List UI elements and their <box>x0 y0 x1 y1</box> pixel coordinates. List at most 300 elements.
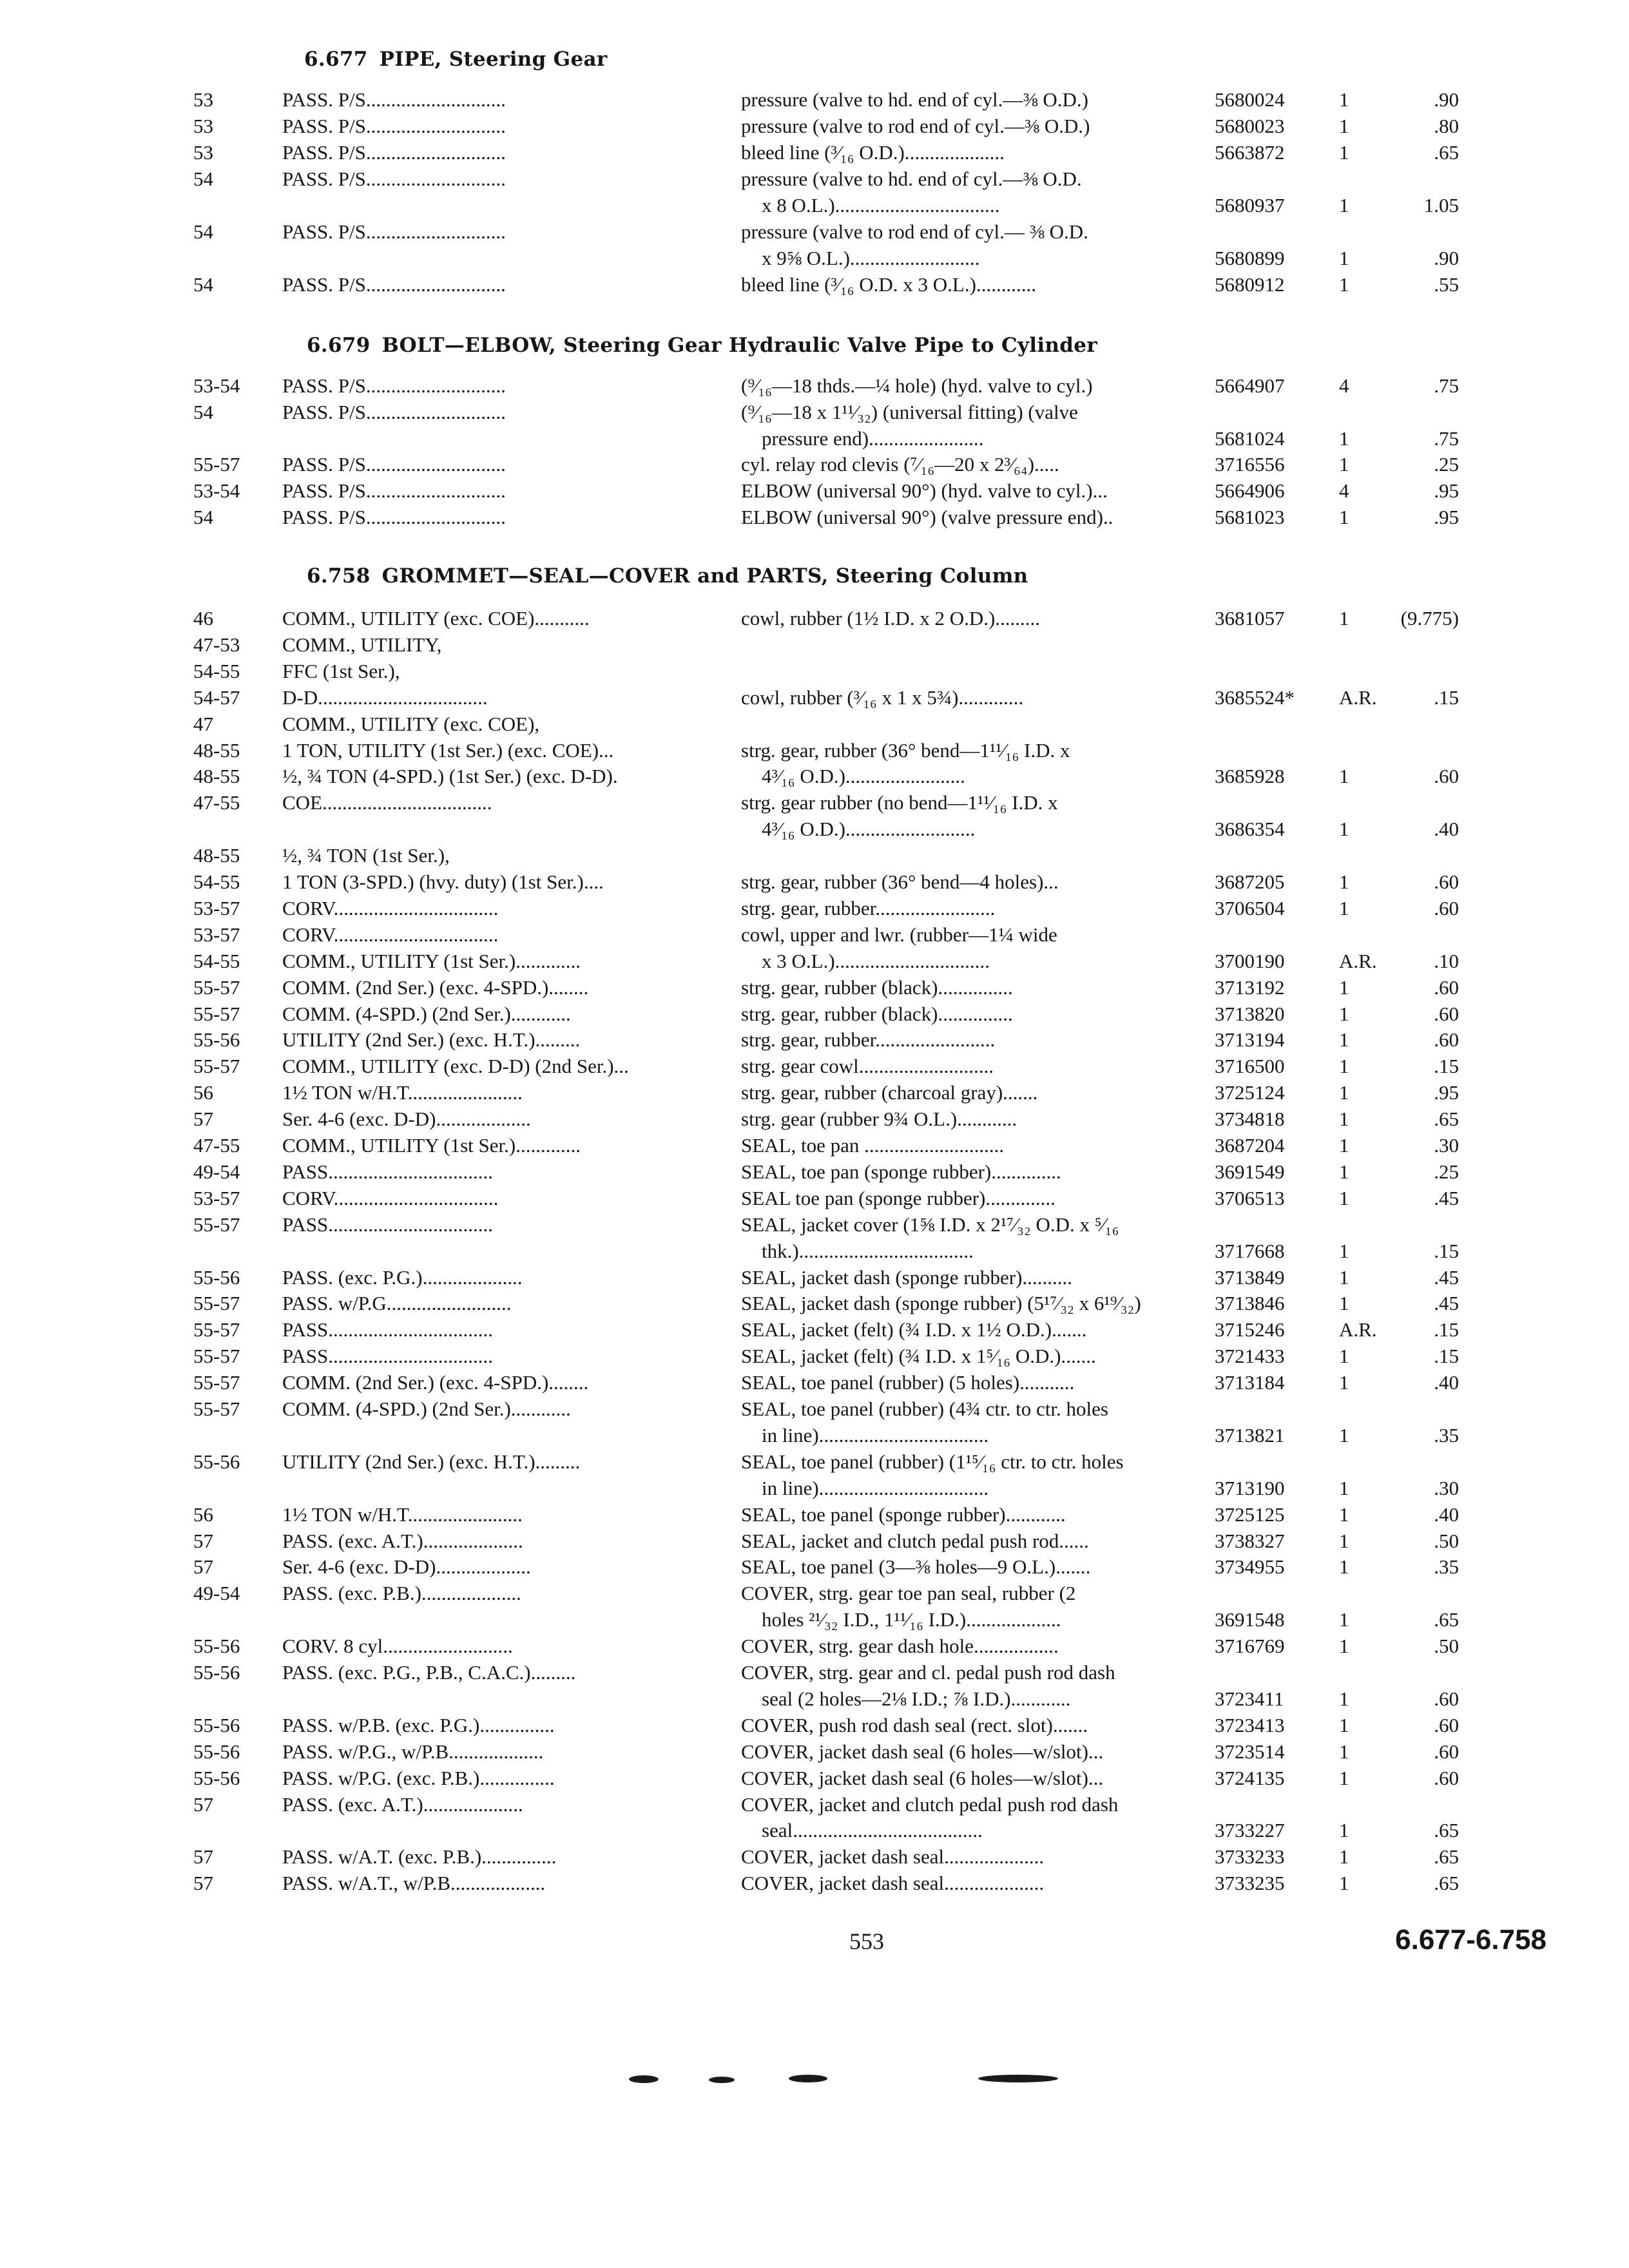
catalog-line <box>0 1316 1629 1343</box>
catalog-line <box>0 1738 1629 1765</box>
model-application: 1½ TON w/H.T....................... <box>282 1503 523 1526</box>
year-range: 55-57 <box>193 1213 240 1236</box>
catalog-line <box>0 1079 1629 1106</box>
catalog-line <box>0 737 1629 764</box>
part-description: cowl, rubber (³⁄₁₆ x 1 x 5¾)............. <box>741 686 1024 709</box>
part-description: SEAL, jacket (felt) (¾ I.D. x 1½ O.D.)....... <box>741 1318 1087 1341</box>
model-application: COMM., UTILITY (1st Ser.)............. <box>282 949 581 972</box>
catalog-line <box>0 1211 1629 1238</box>
year-range: 55-57 <box>193 1371 240 1394</box>
part-number: 3685928 <box>1215 765 1285 788</box>
section-heading <box>307 334 1097 357</box>
catalog-line <box>0 1001 1629 1027</box>
part-number: 3713849 <box>1215 1265 1285 1289</box>
part-number: 3713184 <box>1215 1371 1285 1394</box>
year-range: 53 <box>193 88 213 111</box>
year-range: 57 <box>193 1108 213 1131</box>
catalog-line <box>0 425 1629 452</box>
catalog-line <box>0 605 1629 631</box>
catalog-line <box>0 842 1629 869</box>
year-range: 55-57 <box>193 1055 240 1078</box>
catalog-line <box>0 245 1629 271</box>
part-description: strg. gear, rubber (charcoal gray)....... <box>741 1081 1038 1104</box>
price: .15 <box>1434 1055 1459 1078</box>
price: .60 <box>1434 1766 1459 1789</box>
model-application: PASS. (exc. P.B.).................... <box>282 1582 521 1605</box>
part-description: SEAL, jacket cover (1⅝ I.D. x 2¹⁷⁄₃₂ O.D. x ⁵⁄₁₆ <box>741 1213 1119 1236</box>
part-number: 5680024 <box>1215 88 1285 111</box>
quantity: 1 <box>1339 1292 1349 1315</box>
part-description: x 3 O.L.)............................... <box>762 949 990 972</box>
quantity: A.R. <box>1339 949 1377 972</box>
part-description: strg. gear, rubber (36° bend—1¹¹⁄₁₆ I.D. x <box>741 738 1070 762</box>
price: .45 <box>1434 1186 1459 1209</box>
model-application: COE.................................. <box>282 791 492 814</box>
catalog-line <box>0 1053 1629 1079</box>
catalog-line <box>0 1765 1629 1791</box>
part-description: in line).................................. <box>762 1423 989 1446</box>
year-range: 49-54 <box>193 1160 240 1183</box>
quantity: 1 <box>1339 1081 1349 1104</box>
part-number: 3738327 <box>1215 1529 1285 1552</box>
part-description: (⁹⁄₁₆—18 x 1¹¹⁄₃₂) (universal fitting) (valve <box>741 400 1078 423</box>
part-number: 3700190 <box>1215 949 1285 972</box>
catalog-line <box>0 451 1629 477</box>
part-description: strg. gear cowl........................... <box>741 1055 994 1078</box>
year-range: 55-56 <box>193 1713 240 1736</box>
quantity: 1 <box>1339 818 1349 841</box>
catalog-line <box>0 166 1629 192</box>
part-number: 3716769 <box>1215 1635 1285 1658</box>
year-range: 48-55 <box>193 765 240 788</box>
model-application: PASS. P/S............................ <box>282 453 506 476</box>
price: .60 <box>1434 870 1459 893</box>
year-range: 53-57 <box>193 923 240 946</box>
catalog-line <box>0 1422 1629 1448</box>
part-description: COVER, strg. gear dash hole................. <box>741 1635 1059 1658</box>
page-number: 553 <box>849 1928 884 1954</box>
quantity: A.R. <box>1339 1318 1377 1341</box>
quantity: 1 <box>1339 1028 1349 1052</box>
catalog-line <box>0 974 1629 1001</box>
part-description: cyl. relay rod clevis (⁷⁄₁₆—20 x 2³⁄₆₄)..... <box>741 453 1059 476</box>
part-number: 5664907 <box>1215 374 1285 397</box>
catalog-line <box>0 372 1629 399</box>
part-description: COVER, jacket dash seal (6 holes—w/slot)... <box>741 1766 1104 1789</box>
quantity: 1 <box>1339 141 1349 164</box>
price: .15 <box>1434 1345 1459 1368</box>
quantity: 1 <box>1339 1819 1349 1842</box>
price: .40 <box>1434 818 1459 841</box>
year-range: 57 <box>193 1792 213 1816</box>
catalog-line <box>0 86 1629 113</box>
part-number: 5681024 <box>1215 427 1285 450</box>
price: .90 <box>1434 247 1459 269</box>
catalog-line <box>0 1343 1629 1369</box>
part-number: 3713190 <box>1215 1476 1285 1499</box>
catalog-line <box>0 1158 1629 1185</box>
part-description: x 8 O.L.)................................. <box>762 194 1000 216</box>
part-description: cowl, upper and lwr. (rubber—1¼ wide <box>741 923 1057 946</box>
part-description: SEAL, toe panel (rubber) (1¹⁵⁄₁₆ ctr. to ctr. holes <box>741 1450 1124 1473</box>
model-application: Ser. 4-6 (exc. D-D)................... <box>282 1108 531 1131</box>
quantity: 1 <box>1339 1740 1349 1763</box>
price: .60 <box>1434 896 1459 919</box>
model-application: FFC (1st Ser.), <box>282 659 400 682</box>
catalog-line <box>0 271 1629 298</box>
part-description: in line).................................. <box>762 1476 989 1499</box>
price: .60 <box>1434 1740 1459 1763</box>
year-range: 54 <box>193 400 213 423</box>
part-number: 3723413 <box>1215 1713 1285 1736</box>
model-application: CORV................................. <box>282 1186 499 1209</box>
part-number: 5681023 <box>1215 506 1285 528</box>
model-application: 1½ TON w/H.T....................... <box>282 1081 523 1104</box>
price: .95 <box>1434 1081 1459 1104</box>
part-number: 3724135 <box>1215 1766 1285 1789</box>
catalog-line <box>0 1132 1629 1158</box>
part-number: 5680899 <box>1215 247 1285 269</box>
part-number: 3725125 <box>1215 1503 1285 1526</box>
price: .15 <box>1434 686 1459 709</box>
year-range: 53-57 <box>193 896 240 919</box>
year-range: 53-54 <box>193 374 240 397</box>
model-application: COMM. (4-SPD.) (2nd Ser.)............ <box>282 1398 571 1420</box>
year-range: 55-57 <box>193 1292 240 1315</box>
year-range: 57 <box>193 1529 213 1552</box>
catalog-line <box>0 139 1629 166</box>
catalog-line <box>0 658 1629 684</box>
catalog-line <box>0 921 1629 948</box>
catalog-line <box>0 1791 1629 1818</box>
part-description: pressure (valve to hd. end of cyl.—⅜ O.D.) <box>741 88 1088 111</box>
section-title: BOLT—ELBOW, Steering Gear Hydraulic Valve Pipe to Cylinder <box>381 334 1097 357</box>
catalog-line <box>0 1501 1629 1528</box>
part-description: strg. gear, rubber........................ <box>741 1028 996 1052</box>
year-range: 54-55 <box>193 659 240 682</box>
part-number: 3691548 <box>1215 1608 1285 1631</box>
part-description: bleed line (³⁄₁₆ O.D. x 3 O.L.)............ <box>741 273 1036 296</box>
part-number: 3713820 <box>1215 1002 1285 1025</box>
price: .25 <box>1434 1160 1459 1183</box>
model-application: COMM. (2nd Ser.) (exc. 4-SPD.)........ <box>282 1371 589 1394</box>
quantity: 1 <box>1339 1423 1349 1446</box>
model-application: ½, ¾ TON (1st Ser.), <box>282 844 450 867</box>
quantity: 1 <box>1339 975 1349 999</box>
model-application: COMM. (4-SPD.) (2nd Ser.)............ <box>282 1002 571 1025</box>
year-range: 55-57 <box>193 1318 240 1341</box>
year-range: 55-56 <box>193 1766 240 1789</box>
catalog-line <box>0 113 1629 139</box>
catalog-line <box>0 711 1629 737</box>
year-range: 55-56 <box>193 1635 240 1658</box>
price: .40 <box>1434 1371 1459 1394</box>
part-number: 3686354 <box>1215 818 1285 841</box>
price: .80 <box>1434 115 1459 137</box>
part-number: 3717668 <box>1215 1239 1285 1262</box>
section-number: 6.758 <box>307 564 371 588</box>
part-description: ELBOW (universal 90°) (hyd. valve to cyl.)... <box>741 479 1108 503</box>
price: .55 <box>1434 273 1459 296</box>
year-range: 55-56 <box>193 1028 240 1052</box>
part-description: seal (2 holes—2⅛ I.D.; ⅞ I.D.)............ <box>762 1687 1071 1710</box>
model-application: COMM., UTILITY (1st Ser.)............. <box>282 1134 581 1157</box>
price: .65 <box>1434 141 1459 164</box>
part-number: 3723411 <box>1215 1687 1284 1710</box>
year-range: 55-57 <box>193 975 240 999</box>
year-range: 55-57 <box>193 1002 240 1025</box>
part-number: 5663872 <box>1215 141 1285 164</box>
quantity: 1 <box>1339 115 1349 137</box>
part-number: 5680937 <box>1215 194 1285 216</box>
model-application: ½, ¾ TON (4-SPD.) (1st Ser.) (exc. D-D). <box>282 765 618 788</box>
catalog-line <box>0 218 1629 245</box>
year-range: 53-57 <box>193 1186 240 1209</box>
model-application: PASS. P/S............................ <box>282 400 506 423</box>
part-number: 5680912 <box>1215 273 1285 296</box>
quantity: 1 <box>1339 506 1349 528</box>
model-application: UTILITY (2nd Ser.) (exc. H.T.)......... <box>282 1450 581 1473</box>
catalog-line <box>0 789 1629 816</box>
price: .60 <box>1434 1028 1459 1052</box>
part-description: COVER, push rod dash seal (rect. slot)....... <box>741 1713 1088 1736</box>
catalog-line <box>0 192 1629 218</box>
part-description: seal...................................... <box>762 1819 983 1842</box>
catalog-line <box>0 631 1629 658</box>
model-application: COMM., UTILITY (exc. COE), <box>282 712 540 735</box>
part-description: thk.)................................... <box>762 1239 974 1262</box>
model-application: PASS. P/S............................ <box>282 374 506 397</box>
quantity: 1 <box>1339 1160 1349 1183</box>
quantity: 1 <box>1339 247 1349 269</box>
quantity: 1 <box>1339 1555 1349 1579</box>
model-application: PASS. w/P.G., w/P.B................... <box>282 1740 544 1763</box>
catalog-line <box>0 1633 1629 1659</box>
year-range: 47-55 <box>193 791 240 814</box>
part-number: 3733227 <box>1215 1819 1285 1842</box>
part-description: pressure (valve to rod end of cyl.— ⅜ O.D. <box>741 220 1088 243</box>
model-application: CORV................................. <box>282 896 499 919</box>
year-range: 54 <box>193 220 213 243</box>
catalog-line <box>0 1369 1629 1396</box>
part-number: 3681057 <box>1215 607 1285 629</box>
price: .60 <box>1434 765 1459 788</box>
model-application: 1 TON (3-SPD.) (hvy. duty) (1st Ser.).... <box>282 870 604 893</box>
price: .35 <box>1434 1423 1459 1446</box>
year-range: 47-55 <box>193 1134 240 1157</box>
year-range: 57 <box>193 1555 213 1579</box>
model-application: PASS. P/S............................ <box>282 141 506 164</box>
price: 1.05 <box>1423 194 1459 216</box>
price: .10 <box>1434 949 1459 972</box>
part-description: x 9⅝ O.L.).......................... <box>762 247 980 269</box>
part-number: 3716500 <box>1215 1055 1285 1078</box>
model-application: COMM. (2nd Ser.) (exc. 4-SPD.)........ <box>282 975 589 999</box>
year-range: 48-55 <box>193 844 240 867</box>
model-application: PASS................................. <box>282 1160 494 1183</box>
quantity: 1 <box>1339 194 1349 216</box>
price: .40 <box>1434 1503 1459 1526</box>
price: .65 <box>1434 1872 1459 1895</box>
part-number: 3706504 <box>1215 896 1285 919</box>
quantity: 1 <box>1339 765 1349 788</box>
catalog-line <box>0 684 1629 711</box>
price: .50 <box>1434 1529 1459 1552</box>
model-application: COMM., UTILITY, <box>282 633 442 656</box>
part-description: SEAL, jacket dash (sponge rubber).......... <box>741 1265 1072 1289</box>
part-number: 5664906 <box>1215 479 1285 503</box>
quantity: 1 <box>1339 1134 1349 1157</box>
year-range: 54-55 <box>193 949 240 972</box>
model-application: Ser. 4-6 (exc. D-D)................... <box>282 1555 531 1579</box>
part-description: SEAL, toe panel (rubber) (4¾ ctr. to ctr. holes <box>741 1398 1108 1420</box>
year-range: 54 <box>193 273 213 296</box>
part-description: (⁹⁄₁₆—18 thds.—¼ hole) (hyd. valve to cyl.) <box>741 374 1093 397</box>
model-application: PASS. P/S............................ <box>282 220 506 243</box>
price: .60 <box>1434 1713 1459 1736</box>
model-application: PASS. (exc. P.G., P.B., C.A.C.)......... <box>282 1661 576 1684</box>
part-description: bleed line (³⁄₁₆ O.D.).................... <box>741 141 1005 164</box>
part-number: 3713846 <box>1215 1292 1285 1315</box>
part-number: 3734818 <box>1215 1108 1285 1131</box>
year-range: 56 <box>193 1081 213 1104</box>
price: .25 <box>1434 453 1459 476</box>
model-application: PASS. (exc. A.T.).................... <box>282 1792 523 1816</box>
model-application: PASS. w/P.B. (exc. P.G.)............... <box>282 1713 555 1736</box>
price: .35 <box>1434 1555 1459 1579</box>
model-application: PASS. (exc. P.G.).................... <box>282 1265 523 1289</box>
quantity: 1 <box>1339 896 1349 919</box>
catalog-line <box>0 1264 1629 1291</box>
part-description: pressure end)....................... <box>762 427 984 450</box>
year-range: 54-55 <box>193 870 240 893</box>
model-application: UTILITY (2nd Ser.) (exc. H.T.)......... <box>282 1028 581 1052</box>
part-description: COVER, jacket dash seal.................... <box>741 1872 1045 1895</box>
year-range: 57 <box>193 1845 213 1869</box>
section-number: 6.677 <box>304 48 368 71</box>
section-number: 6.679 <box>307 334 371 357</box>
price: .50 <box>1434 1635 1459 1658</box>
quantity: 1 <box>1339 1239 1349 1262</box>
price: .60 <box>1434 1002 1459 1025</box>
model-application: CORV. 8 cyl.......................... <box>282 1635 513 1658</box>
part-description: SEAL, toe panel (3—⅜ holes—9 O.L.)....... <box>741 1555 1091 1579</box>
price: (9.775) <box>1400 607 1459 629</box>
part-description: strg. gear, rubber........................ <box>741 896 996 919</box>
quantity: 1 <box>1339 1687 1349 1710</box>
quantity: 1 <box>1339 1371 1349 1394</box>
model-application: D-D.................................. <box>282 686 488 709</box>
part-number: 3733233 <box>1215 1845 1285 1869</box>
year-range: 55-56 <box>193 1265 240 1289</box>
quantity: 1 <box>1339 427 1349 450</box>
year-range: 55-57 <box>193 1345 240 1368</box>
part-description: SEAL, toe panel (sponge rubber)............ <box>741 1503 1066 1526</box>
model-application: PASS................................. <box>282 1213 494 1236</box>
quantity: 1 <box>1339 607 1349 629</box>
model-application: PASS. P/S............................ <box>282 88 506 111</box>
part-number: 3687204 <box>1215 1134 1285 1157</box>
year-range: 56 <box>193 1503 213 1526</box>
part-description: pressure (valve to rod end of cyl.—⅜ O.D.) <box>741 115 1090 137</box>
catalog-line <box>0 1106 1629 1132</box>
section-heading <box>307 564 1028 588</box>
catalog-line <box>0 1396 1629 1422</box>
catalog-line <box>0 1843 1629 1870</box>
part-description: 4³⁄₁₆ O.D.)........................ <box>762 765 965 788</box>
year-range: 49-54 <box>193 1582 240 1605</box>
model-application: 1 TON, UTILITY (1st Ser.) (exc. COE)... <box>282 738 614 762</box>
catalog-line <box>0 1475 1629 1501</box>
price: .65 <box>1434 1819 1459 1842</box>
part-description: COVER, jacket and clutch pedal push rod dash <box>741 1792 1119 1816</box>
quantity: 1 <box>1339 1845 1349 1869</box>
model-application: PASS. (exc. A.T.).................... <box>282 1529 523 1552</box>
price: .60 <box>1434 1687 1459 1710</box>
quantity: 1 <box>1339 1002 1349 1025</box>
part-description: strg. gear, rubber (black)............... <box>741 975 1013 999</box>
part-number: 3706513 <box>1215 1186 1285 1209</box>
part-description: strg. gear rubber (no bend—1¹¹⁄₁₆ I.D. x <box>741 791 1058 814</box>
catalog-line <box>0 1185 1629 1211</box>
model-application: PASS. w/A.T. (exc. P.B.)............... <box>282 1845 557 1869</box>
part-description: COVER, jacket dash seal.................... <box>741 1845 1045 1869</box>
quantity: 1 <box>1339 1055 1349 1078</box>
quantity: 1 <box>1339 1345 1349 1368</box>
price: .45 <box>1434 1292 1459 1315</box>
part-number: 3725124 <box>1215 1081 1285 1104</box>
part-description: SEAL, jacket and clutch pedal push rod...... <box>741 1529 1089 1552</box>
quantity: 1 <box>1339 1713 1349 1736</box>
quantity: 1 <box>1339 870 1349 893</box>
year-range: 55-57 <box>193 453 240 476</box>
part-description: strg. gear (rubber 9¾ O.L.)............ <box>741 1108 1017 1131</box>
price: .30 <box>1434 1134 1459 1157</box>
model-application: PASS. P/S............................ <box>282 168 506 190</box>
model-application: PASS................................. <box>282 1318 494 1341</box>
part-description: COVER, strg. gear and cl. pedal push rod dash <box>741 1661 1115 1684</box>
model-application: PASS. P/S............................ <box>282 115 506 137</box>
year-range: 48-55 <box>193 738 240 762</box>
price: .95 <box>1434 506 1459 528</box>
quantity: 1 <box>1339 1529 1349 1552</box>
part-number: 3713192 <box>1215 975 1285 999</box>
model-application: PASS. P/S............................ <box>282 479 506 503</box>
price: .90 <box>1434 88 1459 111</box>
quantity: 4 <box>1339 374 1349 397</box>
year-range: 55-56 <box>193 1661 240 1684</box>
part-description: holes ²¹⁄₃₂ I.D., 1¹¹⁄₁₆ I.D.)................... <box>762 1608 1061 1631</box>
part-number: 3685524* <box>1215 686 1295 709</box>
part-description: COVER, jacket dash seal (6 holes—w/slot)... <box>741 1740 1104 1763</box>
part-number: 3713194 <box>1215 1028 1285 1052</box>
price: .65 <box>1434 1608 1459 1631</box>
page-range: 6.677-6.758 <box>1395 1924 1547 1956</box>
quantity: 1 <box>1339 88 1349 111</box>
part-description: strg. gear, rubber (black)............... <box>741 1002 1013 1025</box>
catalog-line <box>0 1817 1629 1843</box>
quantity: A.R. <box>1339 686 1377 709</box>
part-number: 3715246 <box>1215 1318 1285 1341</box>
model-application: PASS................................. <box>282 1345 494 1368</box>
catalog-line <box>0 1528 1629 1554</box>
catalog-line <box>0 1686 1629 1712</box>
year-range: 55-56 <box>193 1450 240 1473</box>
catalog-line <box>0 1606 1629 1633</box>
catalog-line <box>0 1026 1629 1053</box>
catalog-line <box>0 504 1629 530</box>
catalog-line <box>0 1448 1629 1475</box>
